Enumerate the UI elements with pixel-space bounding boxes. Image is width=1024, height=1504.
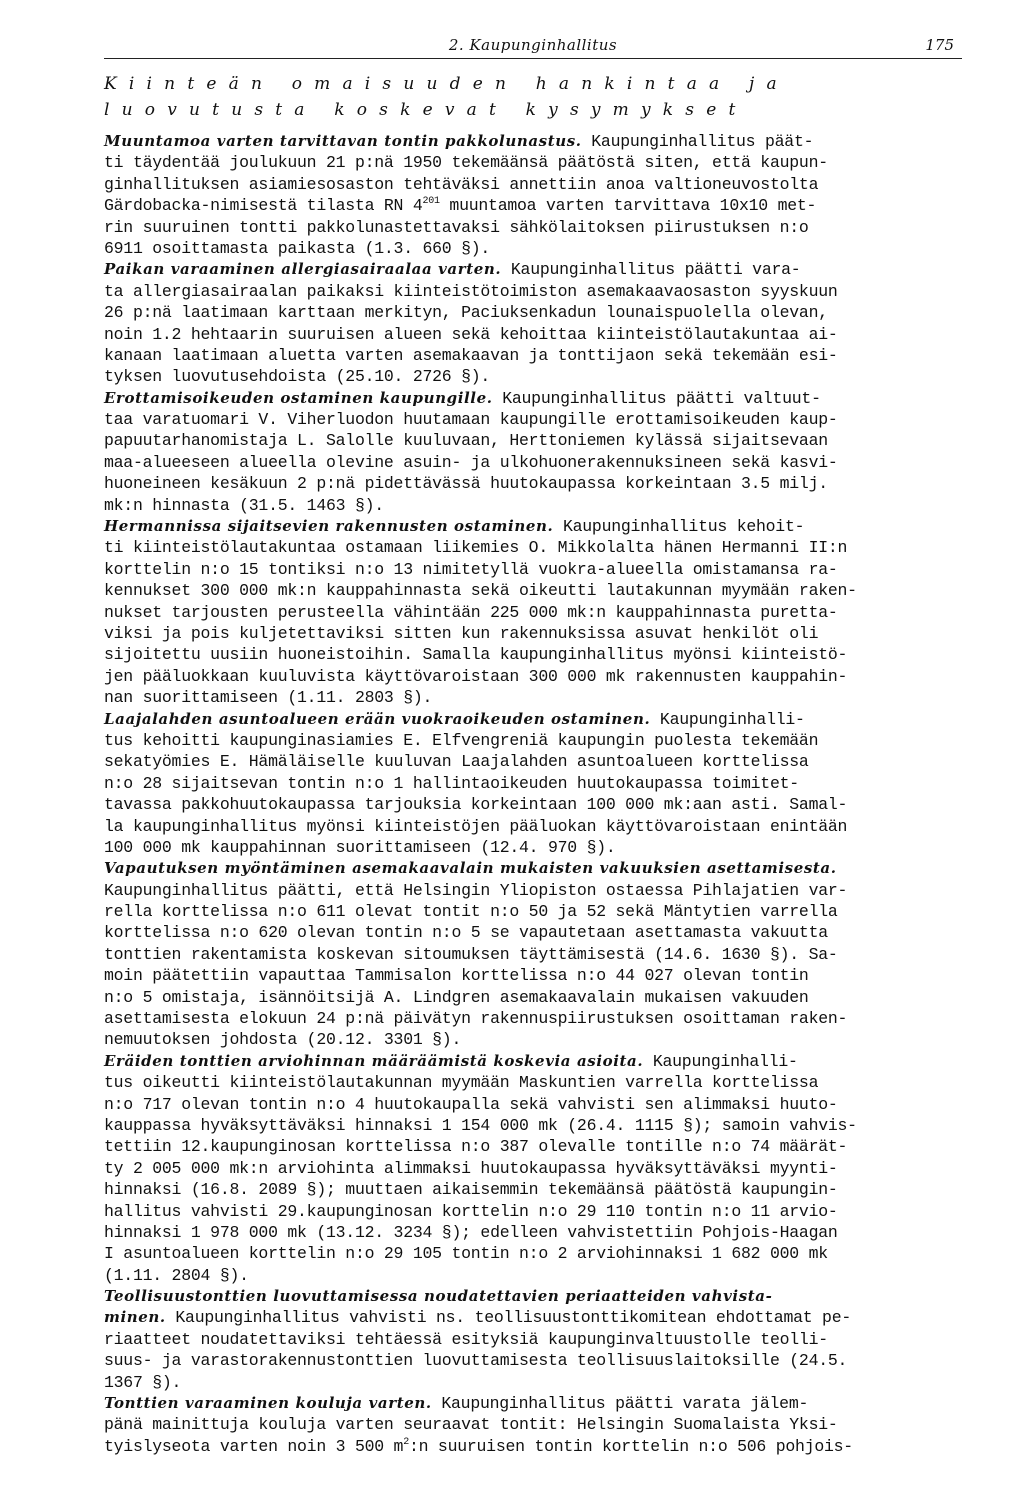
text-line [104, 965, 962, 986]
paragraph-heading: Laajalahden asuntoalueen erään vuokraoikeuden ostaminen. [104, 709, 651, 728]
text-run: I asuntoalueen korttelin n:o 29 105 tontin n:o 2 arviohinnaksi 1 682 000 mk [104, 1244, 828, 1264]
text-line [104, 345, 962, 366]
text-line [104, 644, 962, 665]
paragraph-heading: Paikan varaaminen allergiasairaalaa varten. [104, 260, 502, 279]
text-line [104, 259, 962, 280]
text-line [104, 131, 962, 152]
superscript: 2 [403, 1436, 409, 1448]
text-run: tyksen luovutusehdoista (25.10. 2726 §). [104, 367, 491, 387]
text-line [104, 1094, 962, 1115]
text-run: ta allergiasairaalan paikaksi kiinteistötoimiston asemakaavaosaston syyskuun [104, 281, 838, 301]
text-run: asettamisesta elokuun 24 p:nä päivätyn rakennuspiirustuksen osoittaman raken- [104, 1009, 848, 1029]
text-run: kauppassa hyväksyttäväksi hinnaksi 1 154 000 mk (26.4. 1115 §); samoin vahvis- [104, 1115, 857, 1135]
text-line [104, 602, 962, 623]
text-line [104, 794, 962, 815]
text-run: :n suuruisen tontin korttelin n:o 506 pohjois- [408, 1436, 853, 1456]
paragraph-heading: Teollisuustonttien luovuttamisessa noudatettavien periaatteiden vahvista- [104, 1287, 773, 1306]
text-run: tavassa pakkohuutokaupassa tarjouksia korkeintaan 100 000 mk:aan asti. Samal- [104, 795, 848, 815]
text-run: Gärdobacka-nimisestä tilasta RN 4 [104, 196, 423, 216]
text-line [104, 559, 962, 580]
text-run: nemuutoksen johdosta (20.12. 3301 §). [104, 1030, 462, 1050]
text-line [104, 217, 962, 238]
text-line [104, 580, 962, 601]
text-run: riaatteet noudatettaviksi tehtäessä esityksiä kaupunginvaltuustolle teolli- [104, 1329, 828, 1349]
text-line [104, 1201, 962, 1222]
section-heading [104, 71, 962, 123]
text-line [104, 773, 962, 794]
text-run: ginhallituksen asiamiesosaston tehtäväksi annettiin anoa valtioneuvostolta [104, 174, 819, 194]
text-run: noin 1.2 hehtaarin suuruisen alueen sekä kehoittaa kiinteistölautakuntaa ai- [104, 324, 838, 344]
text-line [104, 1265, 962, 1286]
text-run: 1367 §). [104, 1372, 182, 1392]
chapter-title: 2. Kaupunginhallitus [448, 36, 618, 54]
text-run: mk:n hinnasta (31.5. 1463 §). [104, 495, 384, 515]
text-run: Kaupunginhallitus päätti vara- [501, 260, 801, 280]
text-line [104, 1243, 962, 1264]
text-run: ti kiinteistölautakuntaa ostamaan liikemies O. Mikkolalta hänen Hermanni II:n [104, 538, 848, 558]
text-run: sijoitettu uusiin huoneistoihin. Samalla kaupunginhallitus myönsi kiinteistö- [104, 645, 848, 665]
text-run: korttelissa n:o 620 olevan tontin n:o 5 se vapautetaan asettamasta vakuutta [104, 923, 828, 943]
text-line [104, 1414, 962, 1435]
text-run: muuntamoa varten tarvittava 10x10 met- [439, 196, 817, 216]
text-run: tus oikeutti kiinteistölautakunnan myymään Maskuntien varrella korttelissa [104, 1073, 819, 1093]
text-run: (1.11. 2804 §). [104, 1265, 249, 1285]
text-line [104, 430, 962, 451]
paragraph-heading: Erottamisoikeuden ostaminen kaupungille. [104, 388, 493, 407]
text-line [104, 751, 962, 772]
text-line [104, 666, 962, 687]
text-run: papuutarhanomistaja L. Salolle kuuluvaan, Herttoniemen kylässä sijaitsevaan [104, 431, 828, 451]
text-line [104, 837, 962, 858]
document-page [104, 30, 962, 1457]
text-line [104, 987, 962, 1008]
text-line [104, 1179, 962, 1200]
text-line [104, 1372, 962, 1393]
paragraph-heading: Vapautuksen myöntäminen asemakaavalain mukaisten vakuuksien asettamisesta. [104, 859, 837, 878]
text-line [104, 516, 962, 537]
text-line [104, 195, 962, 216]
text-line [104, 709, 962, 730]
text-run: ty 2 005 000 mk:n arviohinta alimmaksi huutokaupassa hyväksyttäväksi myynti- [104, 1158, 838, 1178]
text-run: maa-alueeseen alueella olevine asuin- ja ulkohuonerakennuksineen sekä kasvi- [104, 452, 838, 472]
text-line [104, 281, 962, 302]
text-line [104, 623, 962, 644]
text-line [104, 238, 962, 259]
text-run: tonttien rakentamista koskevan sitoumuksen täyttämisestä (14.6. 1630 §). Sa- [104, 944, 838, 964]
text-line [104, 495, 962, 516]
text-run: viksi ja pois kuljetettaviksi sitten kun rakennuksissa asuvat henkilöt oli [104, 623, 819, 643]
text-line [104, 858, 962, 879]
text-line [104, 473, 962, 494]
text-run: n:o 28 sijaitsevan tontin n:o 1 hallintaoikeuden huutokaupassa toimitet- [104, 773, 799, 793]
text-run: hinnaksi 1 978 000 mk (13.12. 3234 §); edelleen vahvistettiin Pohjois-Haagan [104, 1222, 838, 1242]
text-run: hinnaksi (16.8. 2089 §); muuttaen aikaisemmin tekemäänsä päätöstä kaupungin- [104, 1180, 838, 1200]
text-line [104, 1115, 962, 1136]
text-run: n:o 5 omistaja, isännöitsijä A. Lindgren asemakaavalain mukaisen vakuuden [104, 987, 809, 1007]
section-heading-line-1: Kiinteän omaisuuden hankintaa ja [104, 74, 789, 94]
text-line [104, 730, 962, 751]
text-line [104, 1158, 962, 1179]
text-run: moin päätettiin vapauttaa Tammisalon korttelissa n:o 44 027 olevan tontin [104, 966, 809, 986]
text-run: pänä mainittuja kouluja varten seuraavat tontit: Helsingin Suomalaista Yksi- [104, 1415, 838, 1435]
text-line [104, 302, 962, 323]
text-line [104, 409, 962, 430]
text-line [104, 537, 962, 558]
text-line [104, 1222, 962, 1243]
superscript: 201 [422, 196, 440, 208]
text-line [104, 901, 962, 922]
text-line [104, 1008, 962, 1029]
paragraph-heading: minen. [104, 1308, 166, 1327]
running-header [104, 30, 962, 59]
text-line [104, 366, 962, 387]
section-heading-line-2: luovutusta koskevat kysymykset [104, 100, 748, 120]
text-run: suus- ja varastorakennustonttien luovuttamisesta teollisuuslaitoksille (24.5. [104, 1351, 848, 1371]
paragraph-heading: Muuntamoa varten tarvittavan tontin pakkolunastus. [104, 132, 582, 150]
text-run: hallitus vahvisti 29.kaupunginosan korttelin n:o 29 110 tontin n:o 11 arvio- [104, 1201, 838, 1221]
text-run: Kaupunginhallitus päätti, että Helsingin Yliopiston ostaessa Pihlajatien var- [104, 880, 848, 900]
text-run: nukset tarjousten perusteella vähintään 225 000 mk:n kauppahinnasta puretta- [104, 602, 838, 622]
text-run: sekatyömies E. Hämäläiselle kuuluvan Laajalahden asuntoalueen korttelissa [104, 752, 809, 772]
paragraph-heading: Tonttien varaaminen kouluja varten. [104, 1394, 432, 1413]
text-line [104, 816, 962, 837]
text-run: Kaupunginhalli- [650, 709, 805, 729]
text-line [104, 452, 962, 473]
text-run: nan suorittamiseen (1.11. 2803 §). [104, 688, 433, 708]
text-line [104, 324, 962, 345]
text-line [104, 1286, 962, 1307]
text-run: Kaupunginhallitus kehoit- [553, 517, 805, 537]
text-line [104, 922, 962, 943]
text-run: taa varatuomari V. Viherluodon huutamaan kaupungille erottamisoikeuden kaup- [104, 410, 838, 430]
text-run: huoneineen kesäkuun 2 p:nä pidettävässä huutokaupassa korkeintaan 3.5 milj. [104, 474, 828, 494]
text-run: Kaupunginhalli- [643, 1051, 798, 1071]
text-line [104, 174, 962, 195]
text-run: tettiin 12.kaupunginosan korttelissa n:o 387 olevalle tontille n:o 74 määrät- [104, 1137, 848, 1157]
text-run: korttelin n:o 15 tontiksi n:o 13 nimitetyllä vuokra-alueella omistamansa ra- [104, 559, 838, 579]
text-line [104, 1136, 962, 1157]
text-run: n:o 717 olevan tontin n:o 4 huutokaupalla sekä vahvisti sen alimmaksi huuto- [104, 1094, 838, 1114]
text-line [104, 944, 962, 965]
text-run: kanaan laatimaan aluetta varten asemakaavan ja tonttijaon sekä tekemään esi- [104, 345, 838, 365]
text-line [104, 1350, 962, 1371]
text-line [104, 1329, 962, 1350]
text-line [104, 880, 962, 901]
page-number: 175 [925, 36, 954, 54]
text-run: rin suuruinen tontti pakkolunastettavaksi sähkölaitoksen piirustuksen n:o [104, 217, 809, 237]
text-run: 6911 osoittamasta paikasta (1.3. 660 §). [104, 238, 491, 258]
text-line [104, 388, 962, 409]
paragraph-heading: Eräiden tonttien arviohinnan määräämistä koskevia asioita. [104, 1051, 644, 1070]
text-run: kennukset 300 000 mk:n kauppahinnasta sekä oikeutti lautakunnan myymään raken- [104, 581, 857, 601]
text-line [104, 1051, 962, 1072]
text-line [104, 1072, 962, 1093]
text-line [104, 1307, 962, 1328]
text-run: Kaupunginhallitus päätti valtuut- [492, 388, 821, 408]
text-run: rella korttelissa n:o 611 olevat tontit n:o 50 ja 52 sekä Mäntytien varrella [104, 902, 838, 922]
text-line [104, 152, 962, 173]
text-line [104, 1393, 962, 1414]
text-run: ti täydentää joulukuun 21 p:nä 1950 tekemäänsä päätöstä siten, että kaupun- [104, 153, 828, 173]
text-run: Kaupunginhallitus päät- [581, 132, 814, 151]
text-line [104, 687, 962, 708]
text-run: 26 p:nä laatimaan karttaan merkityn, Paciuksenkadun lounaispuolella olevan, [104, 303, 828, 323]
text-run: tus kehoitti kaupunginasiamies E. Elfvengreniä kaupungin puolesta tekemään [104, 730, 819, 750]
paragraph-heading: Hermannissa sijaitsevien rakennusten ostaminen. [104, 517, 554, 536]
body-text [104, 131, 962, 1457]
text-run: 100 000 mk kauppahinnan suorittamiseen (12.4. 970 §). [104, 837, 616, 857]
text-line [104, 1436, 962, 1457]
text-line [104, 1029, 962, 1050]
text-run: tyislyseota varten noin 3 500 m [104, 1436, 404, 1456]
text-run: Kaupunginhallitus päätti varata jälem- [431, 1394, 809, 1414]
text-run: la kaupunginhallitus myönsi kiinteistöjen pääluokan käyttövaroistaan enintään [104, 816, 848, 836]
text-run: Kaupunginhallitus vahvisti ns. teollisuustonttikomitean ehdottamat pe- [165, 1308, 852, 1328]
text-run: jen pääluokkaan kuuluvista käyttövaroistaan 300 000 mk rakennusten kauppahin- [104, 666, 848, 686]
